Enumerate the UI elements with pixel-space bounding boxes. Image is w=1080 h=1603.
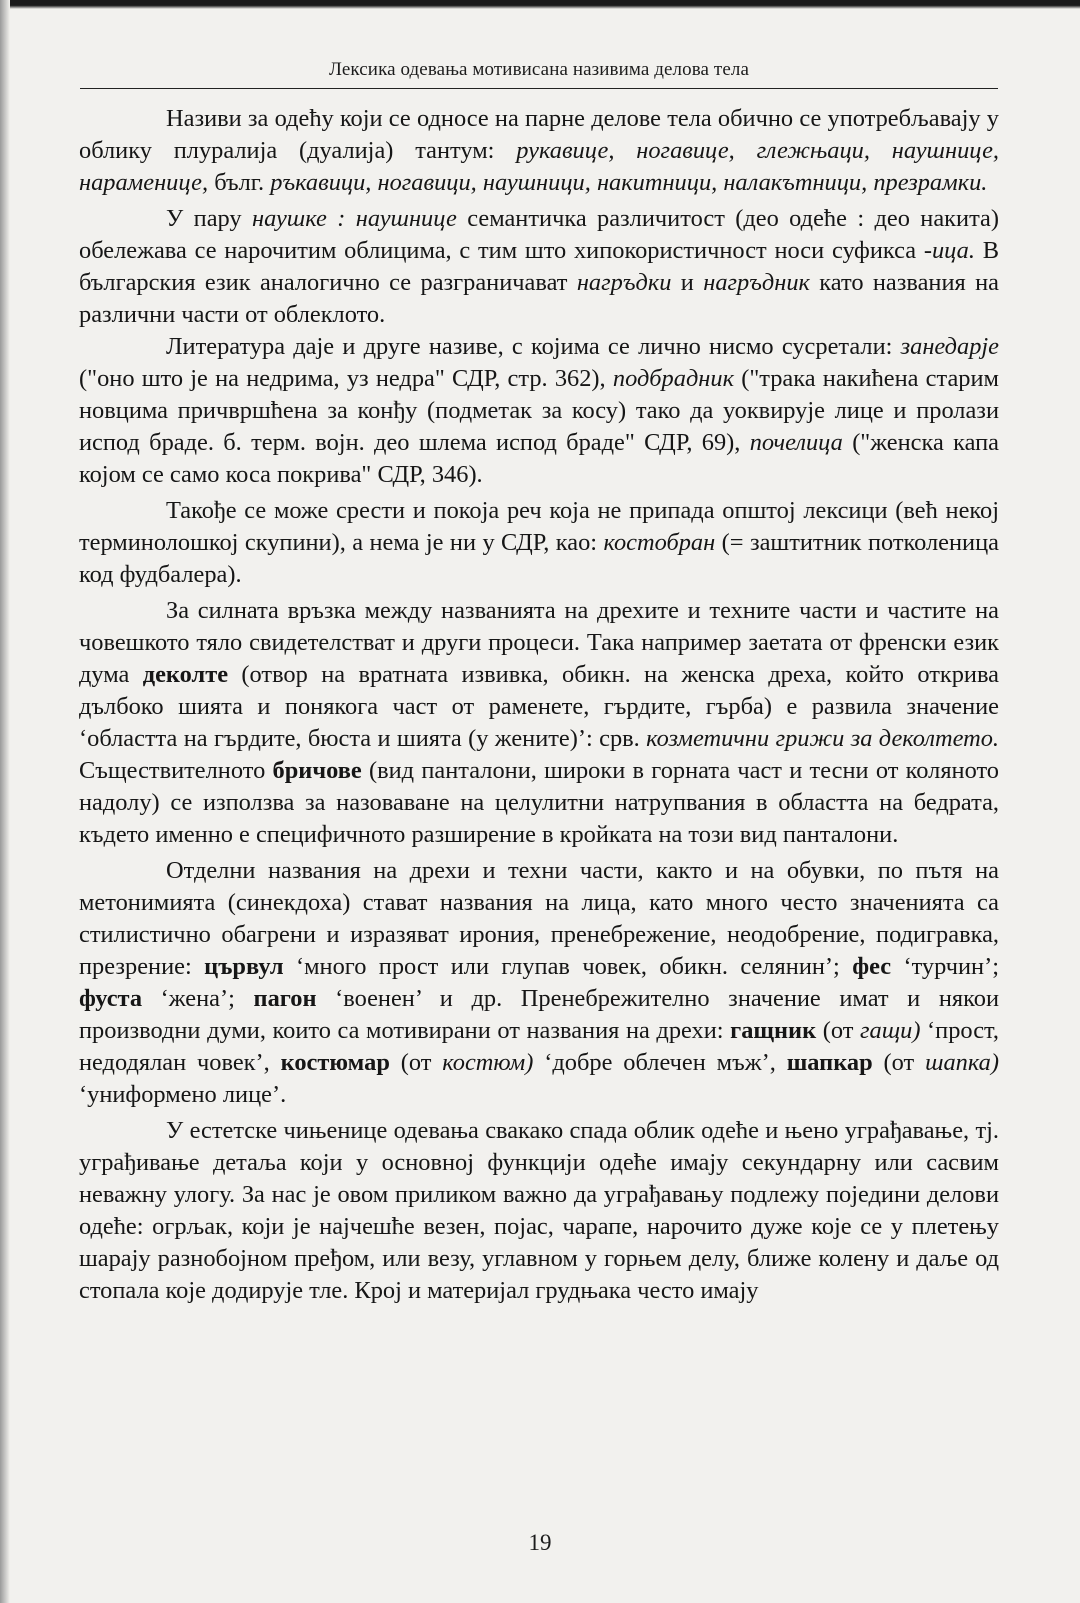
italic-term: почелица bbox=[749, 429, 843, 456]
scan-gutter-shadow bbox=[0, 0, 10, 1603]
header-rule bbox=[80, 88, 998, 89]
text-run: Отделни названия на дрехи и техни части, както и на обувки, по пътя на метонимията (синекдоха) стават названия на лица, като много често значенията са стилистично обагрени и изразяват ирония, пренебрежение, неодобрение, подигравка, презрение: bbox=[79, 857, 999, 980]
bold-term: костюмар bbox=[280, 1049, 390, 1076]
text-run: бълг. bbox=[208, 169, 271, 196]
text-run: ‘много прост или глупав човек, обикн. селянин’; bbox=[283, 953, 853, 980]
text-run: ("оно што је на недрима, уз недра" СДР, стр. 362), bbox=[79, 365, 613, 392]
bold-term: деколте bbox=[142, 661, 229, 688]
text-run: У пару bbox=[166, 205, 252, 232]
paragraph-3 bbox=[79, 331, 999, 491]
text-run: Литература даје и друге називе, с којима се лично нисмо сусретали: bbox=[166, 333, 901, 360]
text-run: (= заштитник потколеница код фудбалера). bbox=[79, 529, 999, 588]
italic-term: козметични грижи за деколтето. bbox=[646, 725, 999, 752]
text-run: В българския език аналогично се разграничават bbox=[79, 237, 999, 296]
italic-term: шапка) bbox=[925, 1049, 999, 1076]
italic-term: -ица. bbox=[923, 237, 975, 264]
running-title: Лексика одевања мотивисана називима делова тела bbox=[329, 59, 749, 80]
text-run: (от bbox=[816, 1017, 861, 1044]
text-run: семантичка различитост (део одеће : део накита) обележава се нарочитим облицима, с тим што хипокористичност носи суфикса bbox=[79, 205, 999, 264]
italic-term: подбрадник bbox=[612, 365, 734, 392]
body-text bbox=[79, 103, 999, 1307]
italic-term: нагръдки bbox=[576, 269, 672, 296]
paragraph-5 bbox=[79, 595, 999, 851]
bold-term: цървул bbox=[204, 953, 284, 980]
page-number: 19 bbox=[528, 1530, 552, 1555]
scan-top-edge bbox=[0, 0, 1080, 9]
text-run: ‘военен’ и др. Пренебрежително значение имат и някои производни думи, които са мотивирани от названия на дрехи: bbox=[79, 985, 999, 1044]
text-run: ‘турчин’; bbox=[891, 953, 999, 980]
text-run: ‘добре облечен мъж’, bbox=[533, 1049, 787, 1076]
italic-term: гащи) bbox=[860, 1017, 921, 1044]
paragraph-4 bbox=[79, 495, 999, 591]
paragraph-6 bbox=[79, 855, 999, 1111]
bold-term: фес bbox=[852, 953, 892, 980]
bold-term: гащник bbox=[730, 1017, 817, 1044]
text-run: У естетске чињенице одевања свакако спада облик одеће и њено уграђавање, тј. уграђивање детаља који у основној функцији одеће имају секундарну или сасвим неважну улогу. За нас је овом приликом важно да уграђавању подлежу поједини делови одеће: огрљак, који је најчешће везен, појас, чарапе, нарочито дуже које се у плетењу шарају разнобојном пређом, или везу, углавном у горњем делу, ближе колену и даље од стопала које додирује тле. Крој и материјал грудњака често имају bbox=[79, 1117, 999, 1304]
text-run: ‘жена’; bbox=[142, 985, 254, 1012]
text-run: ‘прост, недодялан човек’, bbox=[79, 1017, 999, 1076]
text-run: (от bbox=[872, 1049, 926, 1076]
italic-term: костюм) bbox=[442, 1049, 534, 1076]
italic-term: рукавице, ногавице, глежњаци, наушнице, нараменице, bbox=[79, 137, 999, 196]
italic-term: костобран bbox=[603, 529, 716, 556]
text-run: Називи за одећу који се односе на парне делове тела обично се употребљавају у облику плуралија (дуалија) тантум: bbox=[79, 105, 999, 164]
bold-term: шапкар bbox=[786, 1049, 873, 1076]
bold-term: пагон bbox=[253, 985, 317, 1012]
text-run: ‘униформено лице’. bbox=[79, 1081, 287, 1108]
italic-term: занедарје bbox=[900, 333, 999, 360]
text-run: и bbox=[671, 269, 704, 296]
bold-term: фуста bbox=[79, 985, 143, 1012]
bold-term: бричове bbox=[272, 757, 362, 784]
text-run: Такође се може срести и покоја реч која не припада општој лексици (већ некој терминолошкој скупини), а нема је ни у СДР, као: bbox=[79, 497, 999, 556]
italic-term: ръкавици, ногавици, наушници, накитници, налакътници, презрамки. bbox=[270, 169, 988, 196]
text-run: (вид панталони, широки в горната част и тесни от коляното надолу) се използва за назоваване на целулитни натрупвания в областта на бедрата, където именно е специфичното разширение в кройката на този вид панталони. bbox=[79, 757, 999, 848]
italic-term: нагръдник bbox=[703, 269, 810, 296]
text-run: Съществителното bbox=[79, 757, 273, 784]
text-run: За силната връзка между названията на дрехите и техните части и частите на човешкото тяло свидетелстват и други процеси. Така например заетата от френски език дума bbox=[79, 597, 999, 688]
paragraph-7 bbox=[79, 1115, 999, 1307]
paragraph-2 bbox=[79, 203, 999, 331]
text-run: ("женска капа којом се само коса покрива" СДР, 346). bbox=[79, 429, 999, 488]
text-run: (отвор на вратната извивка, обикн. на женска дреха, който открива дълбоко шията и понякога част от раменете, гърдите, гърба) е развила значение ‘областта на гърдите, бюста и шията (у жените)’: срв. bbox=[79, 661, 999, 752]
italic-term: наушке : наушнице bbox=[252, 205, 457, 232]
paragraph-1 bbox=[79, 103, 999, 199]
text-run: ("трака накићена старим новцима причвршћена за конђу (подметак за косу) тако да уоквирује лице и пролази испод браде. б. терм. војн. део шлема испод браде" СДР, 69), bbox=[79, 365, 999, 456]
text-run: (от bbox=[389, 1049, 443, 1076]
text-run: като названия на различни части от облеклото. bbox=[79, 269, 999, 328]
